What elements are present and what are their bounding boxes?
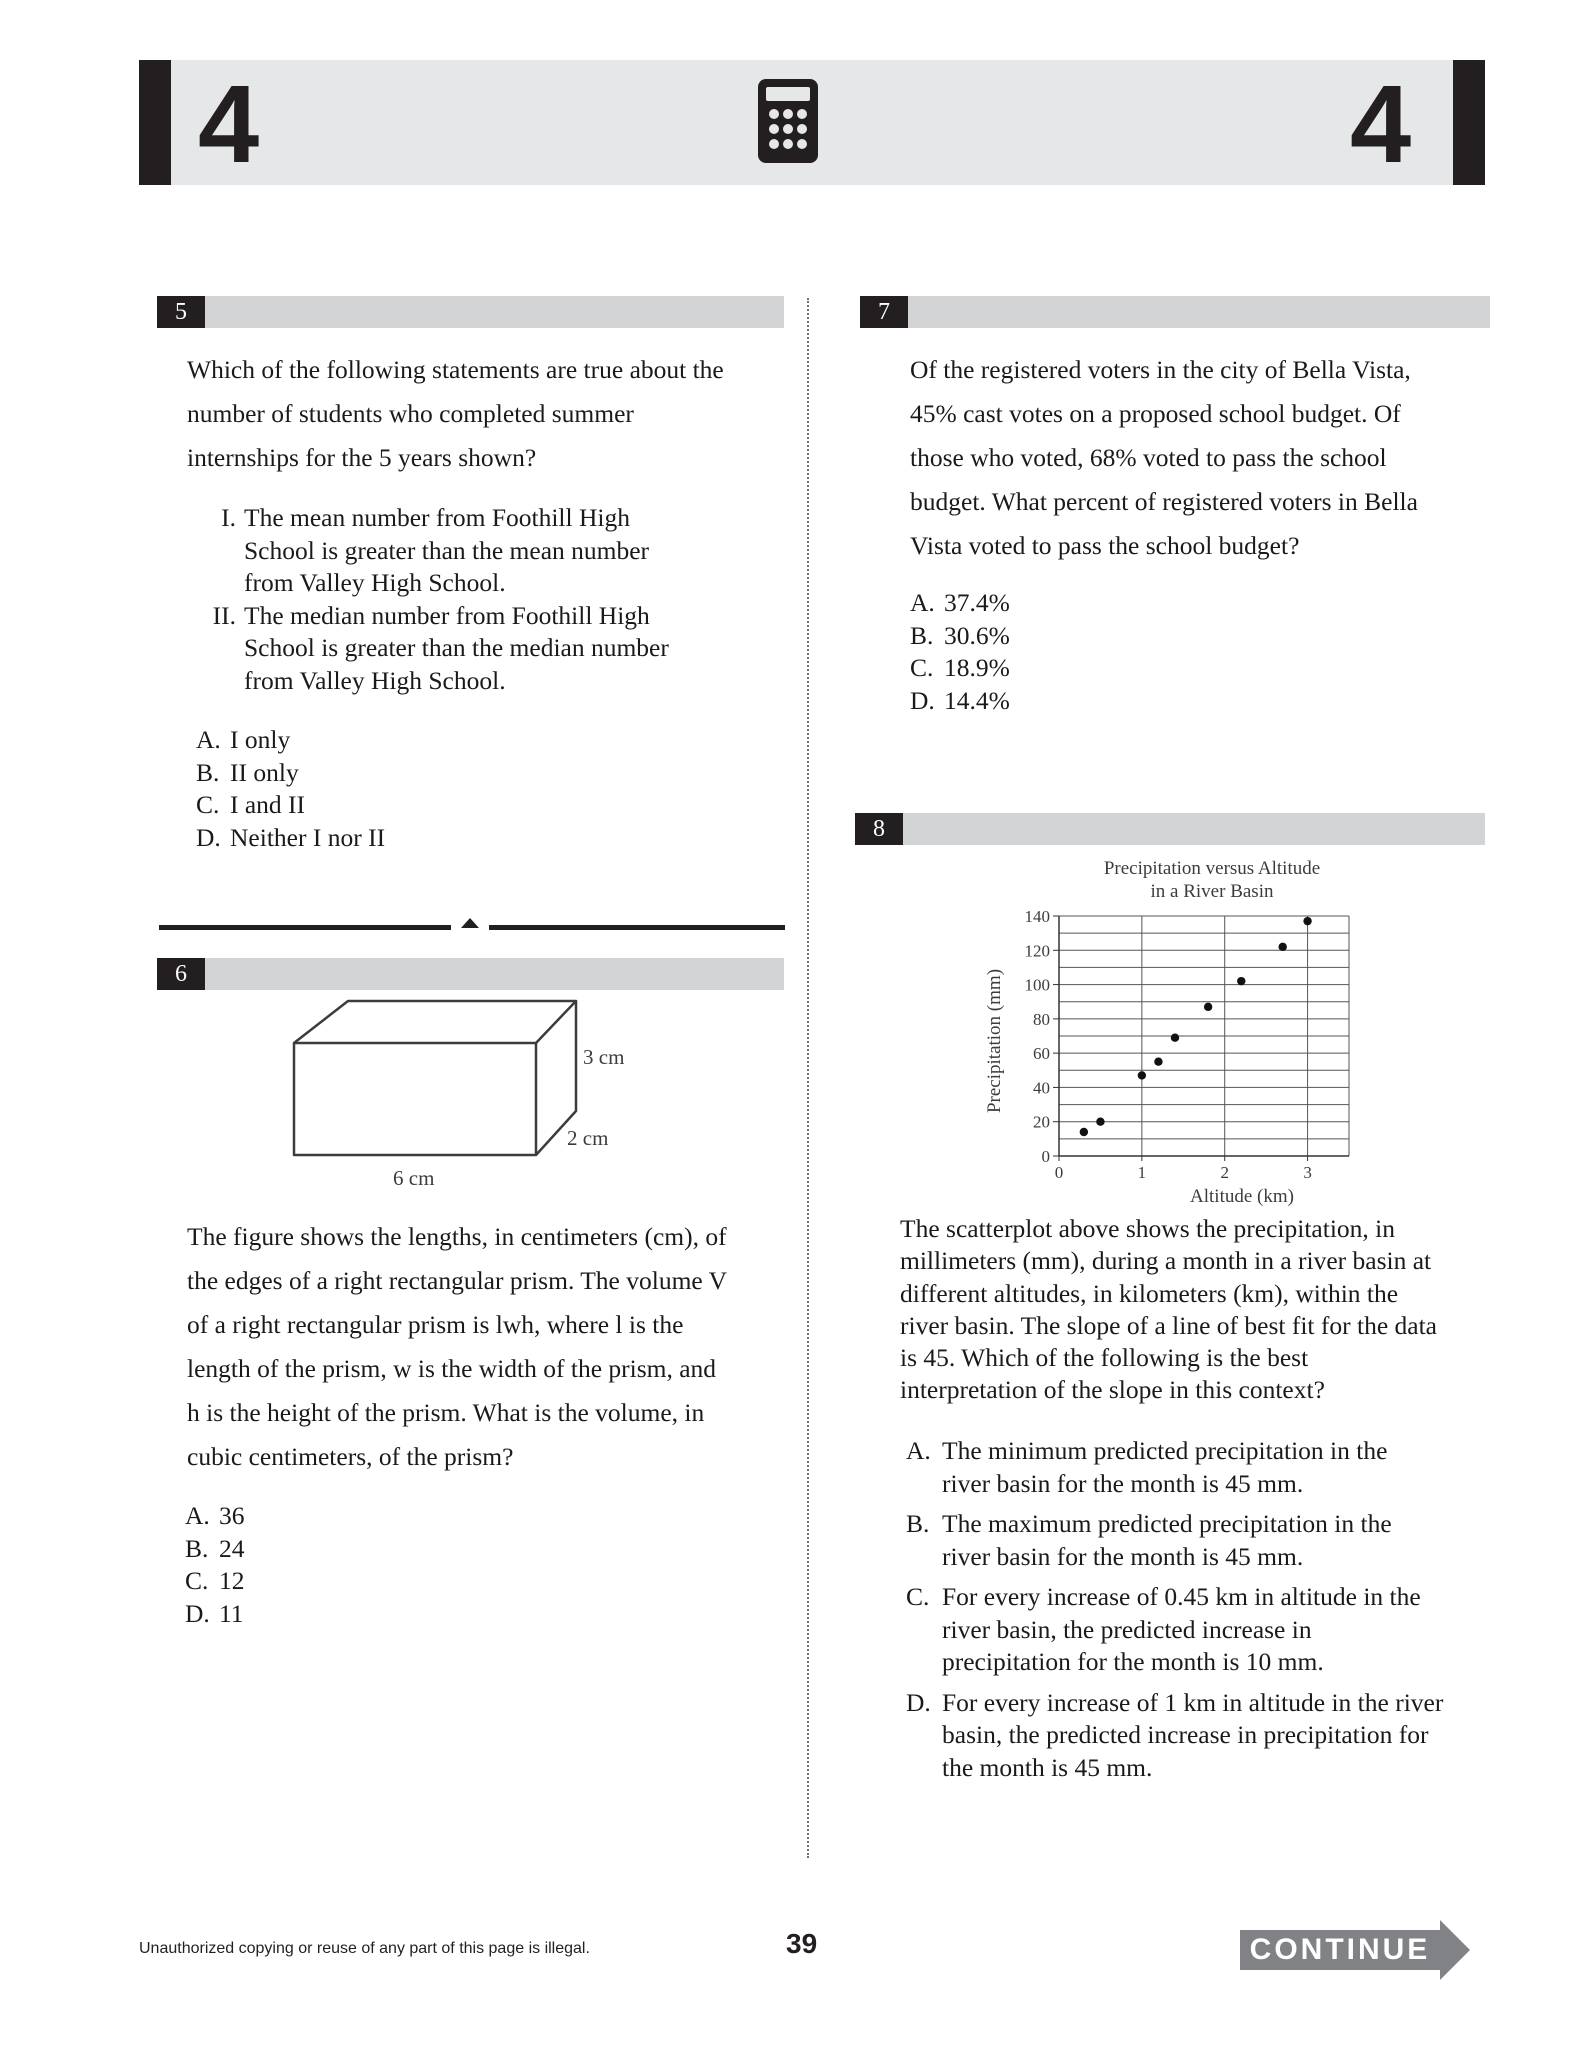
- stem-line: Of the registered voters in the city of Bella Vista,: [910, 355, 1411, 384]
- statement-ii: [200, 600, 669, 698]
- answer-choice[interactable]: [906, 1687, 1443, 1785]
- section-number-right: 4: [1350, 63, 1412, 186]
- answer-choice[interactable]: [185, 1500, 245, 1533]
- choice-text: 30.6%: [944, 620, 1010, 650]
- y-tick-label: 140: [1024, 907, 1050, 926]
- x-tick-label: 1: [1137, 1163, 1147, 1182]
- stem-line: internships for the 5 years shown?: [187, 443, 537, 472]
- statement-line: School is greater than the median number: [244, 633, 669, 662]
- stem-line: Vista voted to pass the school budget?: [910, 531, 1300, 560]
- choice-label: A.: [196, 725, 221, 754]
- choice-label: B.: [185, 1533, 209, 1563]
- chart-title-line-1: Precipitation versus Altitude: [1103, 858, 1321, 879]
- continue-label: CONTINUE: [1249, 1933, 1431, 1966]
- choice-label: A.: [906, 1436, 931, 1465]
- data-point: [1279, 943, 1287, 951]
- answer-choice[interactable]: [196, 822, 385, 855]
- stem-line: 45% cast votes on a proposed school budget. Of: [910, 399, 1401, 428]
- y-tick-label: 120: [1024, 941, 1050, 961]
- stem-line: millimeters (mm), during a month in a river basin at: [900, 1246, 1432, 1276]
- answer-choice[interactable]: [910, 685, 1010, 718]
- statement-line: The median number from Foothill High: [244, 600, 650, 630]
- answer-choice[interactable]: [185, 1533, 245, 1566]
- choice-text: I only: [230, 725, 291, 754]
- data-point: [1303, 917, 1311, 925]
- question-8-choices: [906, 1435, 1443, 1784]
- choice-label: C.: [910, 653, 934, 682]
- stem-line: is 45. Which of the following is the best: [900, 1343, 1309, 1373]
- choice-line: river basin for the month is 45 mm.: [942, 1541, 1304, 1571]
- question-5-header-bar: [157, 296, 784, 328]
- answer-choice[interactable]: [906, 1581, 1443, 1679]
- choice-text: 12: [219, 1566, 245, 1595]
- x-tick-label: 0: [1054, 1163, 1064, 1182]
- height-label: 3 cm: [583, 1045, 625, 1069]
- column-divider: [807, 298, 809, 1858]
- chart-ticks: [1025, 907, 1312, 1182]
- question-6-stem: [187, 1215, 727, 1479]
- y-tick-label: 100: [1024, 975, 1050, 995]
- header-right-bar: [1453, 60, 1485, 185]
- y-tick-label: 80: [1033, 1009, 1050, 1029]
- statement-line: from Valley High School.: [244, 568, 506, 597]
- choice-text: 36: [219, 1501, 245, 1530]
- choice-label: A.: [910, 588, 935, 617]
- question-8-number: 8: [855, 813, 903, 845]
- data-point: [1154, 1058, 1162, 1066]
- stem-line: The scatterplot above shows the precipitation, in: [900, 1214, 1395, 1243]
- choice-text: 24: [219, 1533, 245, 1563]
- question-6-number: 6: [157, 958, 205, 990]
- choice-text: 18.9%: [944, 653, 1010, 682]
- depth-label: 2 cm: [567, 1126, 609, 1150]
- chart-y-axis-label: Precipitation (mm): [984, 968, 1005, 1114]
- question-5-number: 5: [157, 296, 205, 328]
- choice-label: C.: [906, 1582, 930, 1611]
- choice-text: 37.4%: [944, 588, 1010, 617]
- choice-text: Neither I nor II: [230, 822, 386, 852]
- chart-x-axis-label: Altitude (km): [1190, 1186, 1294, 1207]
- section-number-left: 4: [198, 63, 260, 186]
- choice-text: II only: [230, 757, 299, 787]
- question-8-stem: [900, 1213, 1437, 1407]
- choice-label: A.: [185, 1501, 210, 1530]
- choice-line: precipitation for the month is 10 mm.: [942, 1647, 1324, 1676]
- separator-triangle-icon: [461, 918, 479, 928]
- answer-choice[interactable]: [906, 1435, 1443, 1500]
- stem-line: length of the prism, w is the width of the prism, and: [187, 1354, 717, 1383]
- chart-title-line-2: in a River Basin: [1150, 881, 1274, 902]
- question-6-choices: [185, 1500, 245, 1630]
- length-label: 6 cm: [393, 1166, 435, 1190]
- answer-choice[interactable]: [910, 587, 1010, 620]
- choice-label: B.: [196, 757, 220, 787]
- data-point: [1080, 1128, 1088, 1136]
- question-8-header-bar: [855, 813, 1485, 845]
- answer-choice[interactable]: [185, 1598, 245, 1631]
- stem-line: Which of the following statements are true about the: [187, 355, 724, 384]
- statement-i: [200, 502, 669, 600]
- choice-text: 14.4%: [944, 685, 1010, 715]
- question-5-choices: [196, 724, 385, 854]
- choice-line: For every increase of 1 km in altitude in the river: [942, 1687, 1444, 1717]
- choice-line: The maximum predicted precipitation in the: [942, 1509, 1392, 1538]
- answer-choice[interactable]: [196, 757, 385, 790]
- choice-label: D.: [906, 1687, 931, 1717]
- stem-line: interpretation of the slope in this context?: [900, 1375, 1325, 1405]
- calculator-icon: [757, 78, 819, 164]
- question-7-header-bar: [860, 296, 1490, 328]
- choice-label: C.: [196, 790, 220, 819]
- choice-line: river basin for the month is 45 mm.: [942, 1468, 1304, 1498]
- choice-line: the month is 45 mm.: [942, 1752, 1153, 1782]
- statement-numeral: II.: [212, 600, 236, 630]
- question-7-choices: [910, 587, 1010, 717]
- stem-line: The figure shows the lengths, in centimeters (cm), of: [187, 1222, 727, 1251]
- data-point: [1204, 1003, 1212, 1011]
- answer-choice[interactable]: [910, 620, 1010, 653]
- choice-label: D.: [910, 685, 935, 715]
- stem-line: those who voted, 68% voted to pass the school: [910, 443, 1387, 472]
- choice-line: For every increase of 0.45 km in altitude in the: [942, 1582, 1421, 1611]
- answer-choice[interactable]: [910, 652, 1010, 685]
- stem-line: cubic centimeters, of the prism?: [187, 1442, 514, 1471]
- answer-choice[interactable]: [196, 789, 385, 822]
- question-7-number: 7: [860, 296, 908, 328]
- page-number: 39: [786, 1928, 818, 1959]
- stem-line: river basin. The slope of a line of best fit for the data: [900, 1310, 1437, 1340]
- statement-line: School is greater than the mean number: [244, 535, 650, 565]
- statement-line: The mean number from Foothill High: [244, 503, 630, 532]
- choice-line: The minimum predicted precipitation in the: [942, 1436, 1388, 1465]
- y-tick-label: 20: [1033, 1112, 1050, 1132]
- x-tick-label: 3: [1303, 1163, 1312, 1182]
- answer-choice[interactable]: [185, 1565, 245, 1598]
- statement-line: from Valley High School.: [244, 665, 506, 695]
- question-separator: [159, 912, 785, 936]
- choice-label: B.: [910, 620, 934, 650]
- y-tick-label: 0: [1041, 1147, 1050, 1166]
- choice-label: D.: [196, 822, 221, 852]
- stem-line: of a right rectangular prism is lwh, where l is the: [187, 1310, 684, 1339]
- question-5-statements: [200, 502, 669, 697]
- choice-line: river basin, the predicted increase in: [942, 1614, 1312, 1644]
- stem-line: different altitudes, in kilometers (km), within the: [900, 1278, 1399, 1308]
- statement-numeral: I.: [221, 503, 236, 532]
- data-point: [1171, 1034, 1179, 1042]
- y-tick-label: 60: [1033, 1044, 1050, 1064]
- choice-text: I and II: [230, 790, 306, 819]
- answer-choice[interactable]: [196, 724, 385, 757]
- choice-label: C.: [185, 1566, 209, 1595]
- stem-line: number of students who completed summer: [187, 399, 634, 428]
- copyright-notice: Unauthorized copying or reuse of any part of this page is illegal.: [139, 1940, 590, 1957]
- stem-line: the edges of a right rectangular prism. The volume V: [187, 1266, 728, 1295]
- choice-text: 11: [219, 1598, 244, 1628]
- data-point: [1237, 977, 1245, 985]
- question-6-header-bar: [157, 958, 784, 990]
- answer-choice[interactable]: [906, 1508, 1443, 1573]
- header-left-bar: [139, 60, 171, 185]
- stem-line: h is the height of the prism. What is the volume, in: [187, 1398, 705, 1427]
- continue-button[interactable]: [1240, 1920, 1470, 1980]
- data-point: [1138, 1071, 1146, 1079]
- x-tick-label: 2: [1220, 1163, 1229, 1182]
- y-tick-label: 40: [1033, 1078, 1050, 1098]
- choice-label: B.: [906, 1509, 930, 1538]
- choice-line: basin, the predicted increase in precipitation for: [942, 1720, 1429, 1749]
- scatterplot-chart: [980, 850, 1400, 1215]
- question-5-stem: [187, 348, 724, 480]
- data-point: [1096, 1118, 1104, 1126]
- rectangular-prism-figure: [280, 995, 660, 1200]
- choice-label: D.: [185, 1598, 210, 1628]
- question-7-stem: [910, 348, 1418, 568]
- stem-line: budget. What percent of registered voters in Bella: [910, 487, 1418, 516]
